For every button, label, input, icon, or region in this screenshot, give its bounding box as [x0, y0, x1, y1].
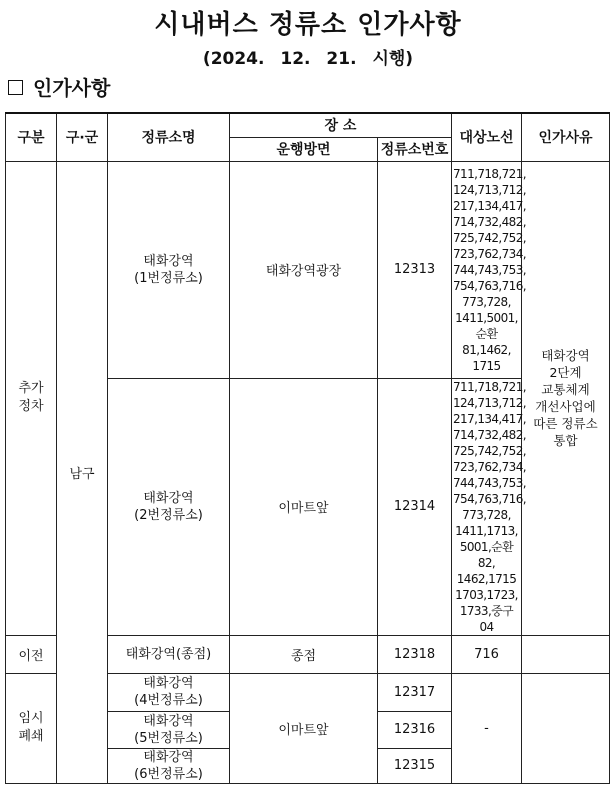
stop-name-cell: 태화강역 (2번정류소)	[108, 378, 230, 635]
header-reason: 인가사유	[522, 113, 610, 161]
square-bullet-icon	[8, 80, 23, 95]
stop-name-cell: 태화강역 (4번정류소)	[108, 673, 230, 711]
direction-cell: 종점	[230, 635, 378, 673]
header-direction: 운행방면	[230, 137, 378, 161]
reason-empty-cell	[522, 635, 610, 673]
stop-name-cell: 태화강역(종점)	[108, 635, 230, 673]
reason-empty-cell	[522, 673, 610, 783]
category-add-stop: 추가 정차	[6, 161, 57, 635]
header-routes: 대상노선	[452, 113, 522, 161]
header-district: 구·군	[57, 113, 108, 161]
effective-date: (2024. 12. 21. 시행)	[202, 49, 414, 69]
reason-cell: 태화강역 2단계 교통체계 개선사업에 따른 정류소 통합	[522, 161, 610, 635]
stop-no-cell: 12313	[378, 161, 452, 378]
stop-no-cell: 12314	[378, 378, 452, 635]
district-cell: 남구	[57, 161, 108, 783]
header-stop-name: 정류소명	[108, 113, 230, 161]
header-category: 구분	[6, 113, 57, 161]
stop-name-cell: 태화강역 (5번정류소)	[108, 711, 230, 748]
stop-name-cell: 태화강역 (1번정류소)	[108, 161, 230, 378]
section-heading	[8, 72, 110, 101]
stop-no-cell: 12317	[378, 673, 452, 711]
category-temp-closed: 임시 폐쇄	[6, 673, 57, 783]
routes-cell: 711,718,721, 124,713,712, 217,134,417, 714,732,482, 725,742,752, 723,762,734, 744,743,753, 754,763,716, 773,728, 1411,1713, 5001,순환82, 1462,1715 1703,1723, 1733,중구04	[453, 379, 526, 634]
direction-cell: 이마트앞	[230, 378, 378, 635]
routes-cell: 711,718,721, 124,713,712, 217,134,417, 714,732,482, 725,742,752, 723,762,734, 744,743,753, 754,763,716, 773,728, 1411,5001, 순환81,1462, 1715	[452, 161, 522, 378]
stop-no-cell: 12316	[378, 711, 452, 748]
approval-table	[5, 112, 610, 784]
table-row	[6, 161, 610, 378]
stop-name-cell: 태화강역 (6번정류소)	[108, 748, 230, 783]
header-place: 장 소	[230, 113, 452, 137]
stop-no-cell: 12315	[378, 748, 452, 783]
header-stop-no: 정류소번호	[378, 137, 452, 161]
routes-cell: -	[452, 673, 522, 783]
section-title: 인가사항	[33, 76, 111, 100]
direction-cell: 이마트앞	[230, 673, 378, 783]
direction-cell: 태화강역광장	[230, 161, 378, 378]
stop-no-cell: 12318	[378, 635, 452, 673]
routes-cell: 716	[452, 635, 522, 673]
document-title: 시내버스 정류소 인가사항	[154, 10, 462, 40]
category-relocate: 이전	[6, 635, 57, 673]
